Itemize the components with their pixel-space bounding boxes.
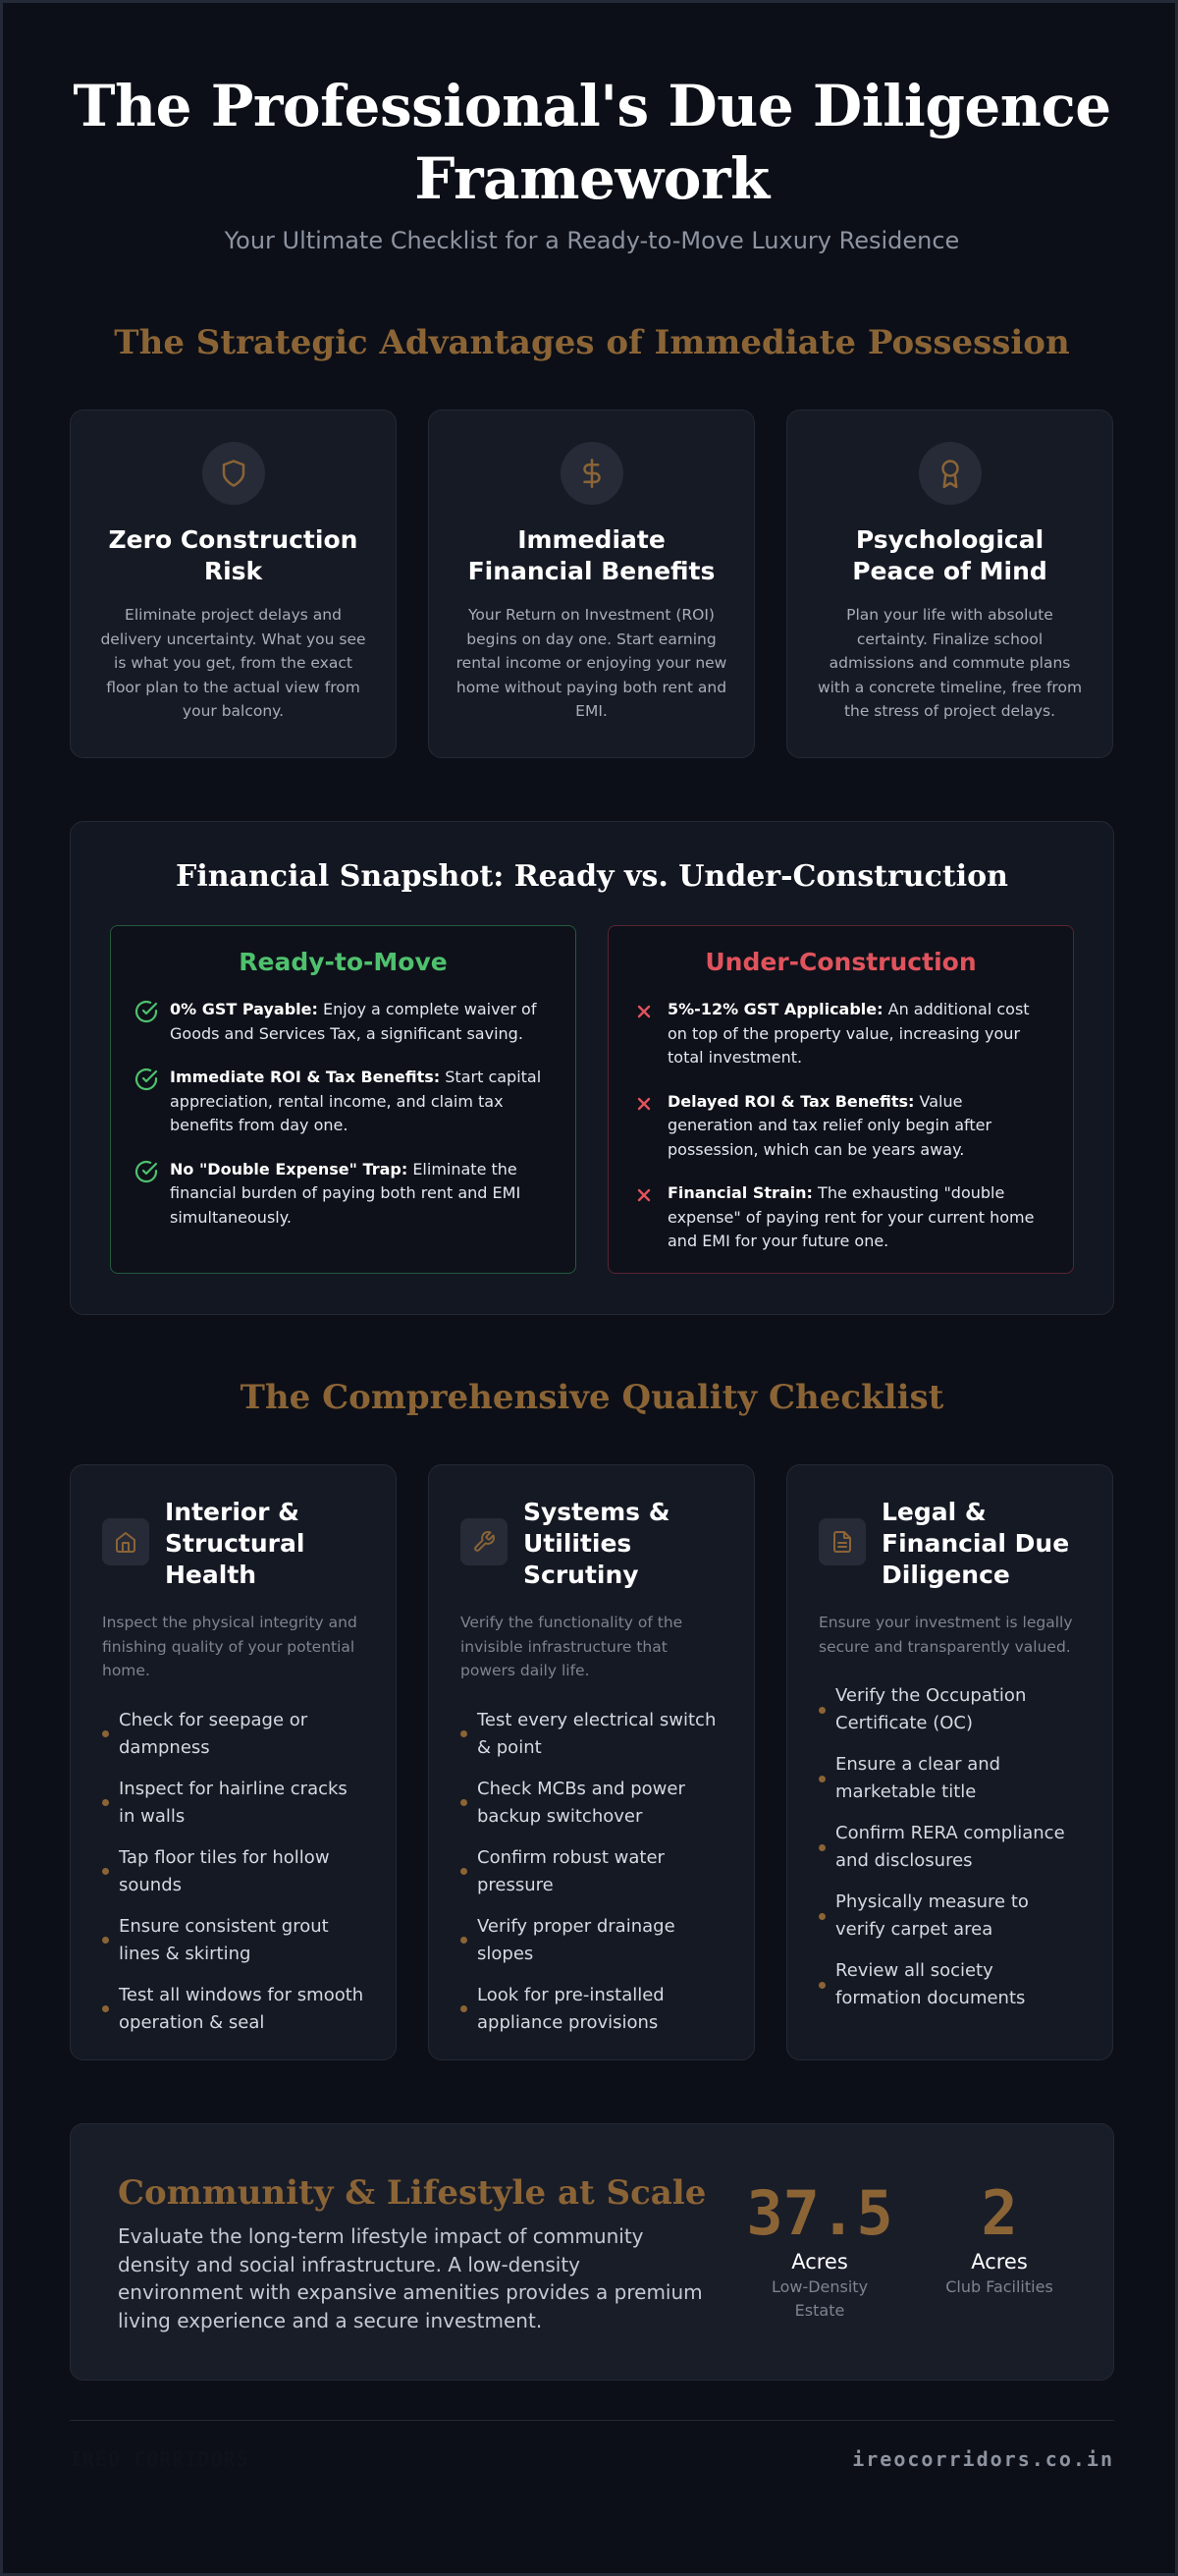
- bullet-dot: [460, 1730, 467, 1737]
- advantage-card-title: Psychological Peace of Mind: [852, 525, 1047, 585]
- bullet-dot: [102, 1799, 109, 1806]
- bullet-dot: [102, 1937, 109, 1944]
- item-bold: 0% GST Payable:: [170, 1000, 318, 1018]
- stat-unit: Acres: [791, 2250, 848, 2274]
- community-stats: [746, 2173, 1058, 2380]
- shield-icon: [202, 442, 265, 505]
- item-text: Confirm RERA compliance and disclosures: [835, 1823, 1065, 1871]
- item-text: Tap floor tiles for hollow sounds: [119, 1846, 330, 1895]
- checklist-title: The Comprehensive Quality Checklist: [240, 1378, 944, 1417]
- bullet-dot: [460, 2005, 467, 2012]
- list-item: [134, 998, 552, 1046]
- advantage-card-financial: [428, 410, 755, 758]
- page-subtitle: Your Ultimate Checklist for a Ready-to-Move Luxury Residence: [224, 227, 960, 254]
- checklist-card-title: Interior & Structural Health: [165, 1498, 305, 1589]
- bullet-dot: [102, 1730, 109, 1737]
- check-circle-icon: [134, 998, 158, 1046]
- bullet-dot: [102, 1868, 109, 1875]
- financial-snapshot: [70, 821, 1114, 1315]
- list-item: [102, 1982, 364, 2037]
- footer-url[interactable]: ireocorridors.co.in: [852, 2447, 1114, 2471]
- item-text: The exhausting "double expense" of paying rent for your current home and EMI for your future one.: [668, 1183, 1035, 1250]
- list-item: [102, 1844, 364, 1899]
- footer: [70, 2421, 1114, 2497]
- bullet-dot: [460, 1937, 467, 1944]
- advantage-card-peace: [786, 410, 1113, 758]
- x-icon: [632, 998, 656, 1070]
- hero: [70, 3, 1114, 254]
- advantage-card-title: Immediate Financial Benefits: [467, 525, 716, 585]
- advantage-card-title: Zero Construction Risk: [108, 525, 358, 585]
- ready-heading: Ready-to-Move: [239, 948, 448, 976]
- item-text: Verify the Occupation Certificate (OC): [835, 1685, 1027, 1733]
- item-text: Verify proper drainage slopes: [477, 1915, 675, 1964]
- advantage-card-text: Eliminate project delays and delivery uncertainty. What you see is what you get, from the exact floor plan to the actual view from your balcony.: [100, 606, 366, 720]
- list-item: [819, 1682, 1081, 1737]
- item-bold: Immediate ROI & Tax Benefits:: [170, 1068, 441, 1086]
- list-item: [102, 1913, 364, 1968]
- checklist-card-systems: [428, 1464, 755, 2060]
- advantage-card-construction: [70, 410, 397, 758]
- quality-checklist-section: [70, 1378, 1114, 2060]
- list-item: [134, 1158, 552, 1231]
- item-text: Eliminate the financial burden of paying both rent and EMI simultaneously.: [170, 1159, 521, 1227]
- item-text: Ensure a clear and marketable title: [835, 1754, 1001, 1802]
- item-bold: No "Double Expense" Trap:: [170, 1159, 408, 1178]
- award-icon: [919, 442, 982, 505]
- list-item: [134, 1066, 552, 1138]
- wrench-icon: [460, 1518, 508, 1565]
- stat-value: 2: [981, 2177, 1018, 2249]
- checklist-card-legal: [786, 1464, 1113, 2060]
- stat-caption: Low-Density Estate: [771, 2277, 869, 2320]
- bullet-dot: [460, 1868, 467, 1875]
- community-title: Community & Lifestyle at Scale: [118, 2173, 707, 2213]
- list-item: [819, 1751, 1081, 1806]
- x-icon: [632, 1090, 656, 1163]
- item-text: Review all society formation documents: [835, 1960, 1026, 2008]
- list-item: [632, 998, 1049, 1070]
- item-text: Enjoy a complete waiver of Goods and Services Tax, a significant saving.: [170, 1000, 537, 1043]
- list-item: [460, 1982, 723, 2037]
- checklist-card-title: Legal & Financial Due Diligence: [882, 1498, 1070, 1589]
- stat-unit: Acres: [971, 2250, 1028, 2274]
- item-text: An additional cost on top of the property value, increasing your total investment.: [668, 1000, 1030, 1067]
- bullet-dot: [819, 1982, 826, 1989]
- list-item: [460, 1776, 723, 1831]
- item-text: Ensure consistent grout lines & skirting: [119, 1915, 329, 1964]
- dollar-icon: [561, 442, 623, 505]
- list-item: [632, 1181, 1049, 1254]
- item-text: Check for seepage or dampness: [119, 1709, 308, 1758]
- financial-title: Financial Snapshot: Ready vs. Under-Construction: [176, 859, 1008, 894]
- under-construction-column: [608, 925, 1074, 1274]
- advantages-section: [70, 323, 1114, 758]
- list-item: [819, 1820, 1081, 1875]
- item-text: Look for pre-installed appliance provisions: [477, 1984, 665, 2033]
- advantages-title: The Strategic Advantages of Immediate Possession: [114, 323, 1070, 362]
- item-text: Test all windows for smooth operation & seal: [119, 1984, 364, 2033]
- stat-caption: Club Facilities: [945, 2277, 1053, 2296]
- bullet-dot: [102, 2005, 109, 2012]
- community-section: [70, 2123, 1114, 2381]
- item-text: Start capital appreciation, rental income, and claim tax benefits from day one.: [170, 1068, 542, 1134]
- list-item: [102, 1707, 364, 1762]
- page-title: The Professional's Due Diligence Framework: [73, 73, 1111, 212]
- stat-estate: [746, 2177, 893, 2380]
- stat-club: [940, 2177, 1058, 2380]
- ready-to-move-column: [110, 925, 576, 1274]
- advantage-card-text: Your Return on Investment (ROI) begins on day one. Start earning rental income or enjoying your new home without paying both rent and EMI.: [455, 606, 727, 720]
- item-text: Inspect for hairline cracks in walls: [119, 1778, 348, 1827]
- home-icon: [102, 1518, 149, 1565]
- list-item: [632, 1090, 1049, 1163]
- item-text: Test every electrical switch & point: [477, 1709, 717, 1758]
- check-circle-icon: [134, 1066, 158, 1138]
- under-heading: Under-Construction: [705, 948, 977, 976]
- bullet-dot: [819, 1844, 826, 1851]
- item-text: Check MCBs and power backup switchover: [477, 1778, 685, 1827]
- checklist-card-desc: Inspect the physical integrity and finishing quality of your potential home.: [102, 1614, 357, 1679]
- checklist-card-interior: [70, 1464, 397, 2060]
- x-icon: [632, 1181, 656, 1254]
- stat-value: 37.5: [746, 2177, 893, 2249]
- document-icon: [819, 1518, 866, 1565]
- bullet-dot: [819, 1913, 826, 1920]
- item-bold: 5%-12% GST Applicable:: [668, 1000, 884, 1018]
- list-item: [102, 1776, 364, 1831]
- list-item: [460, 1707, 723, 1762]
- footer-brand-logo: IREO CORRIDORS: [70, 2447, 249, 2471]
- item-text: Confirm robust water pressure: [477, 1846, 665, 1895]
- checklist-card-title: Systems & Utilities Scrutiny: [523, 1498, 670, 1589]
- list-item: [460, 1844, 723, 1899]
- bullet-dot: [819, 1776, 826, 1782]
- bullet-dot: [460, 1799, 467, 1806]
- item-bold: Delayed ROI & Tax Benefits:: [668, 1091, 915, 1111]
- community-text: Evaluate the long-term lifestyle impact of community density and social infrastructure. A low-density environment with expansive amenities provides a premium living experience and a secure investment.: [118, 2224, 703, 2332]
- item-text: Physically measure to verify carpet area: [835, 1891, 1029, 1940]
- list-item: [819, 1957, 1081, 2012]
- check-circle-icon: [134, 1158, 158, 1231]
- list-item: [819, 1889, 1081, 1944]
- item-text: Value generation and tax relief only begin after possession, which can be years away.: [668, 1091, 992, 1159]
- page-content: [70, 3, 1114, 2497]
- checklist-card-desc: Verify the functionality of the invisible infrastructure that powers daily life.: [460, 1614, 683, 1679]
- advantage-card-text: Plan your life with absolute certainty. Finalize school admissions and commute plans with a concrete timeline, free from the stress of project delays.: [817, 606, 1083, 720]
- item-bold: Financial Strain:: [668, 1183, 813, 1202]
- bullet-dot: [819, 1707, 826, 1714]
- checklist-card-desc: Ensure your investment is legally secure and transparently valued.: [819, 1614, 1073, 1656]
- list-item: [460, 1913, 723, 1968]
